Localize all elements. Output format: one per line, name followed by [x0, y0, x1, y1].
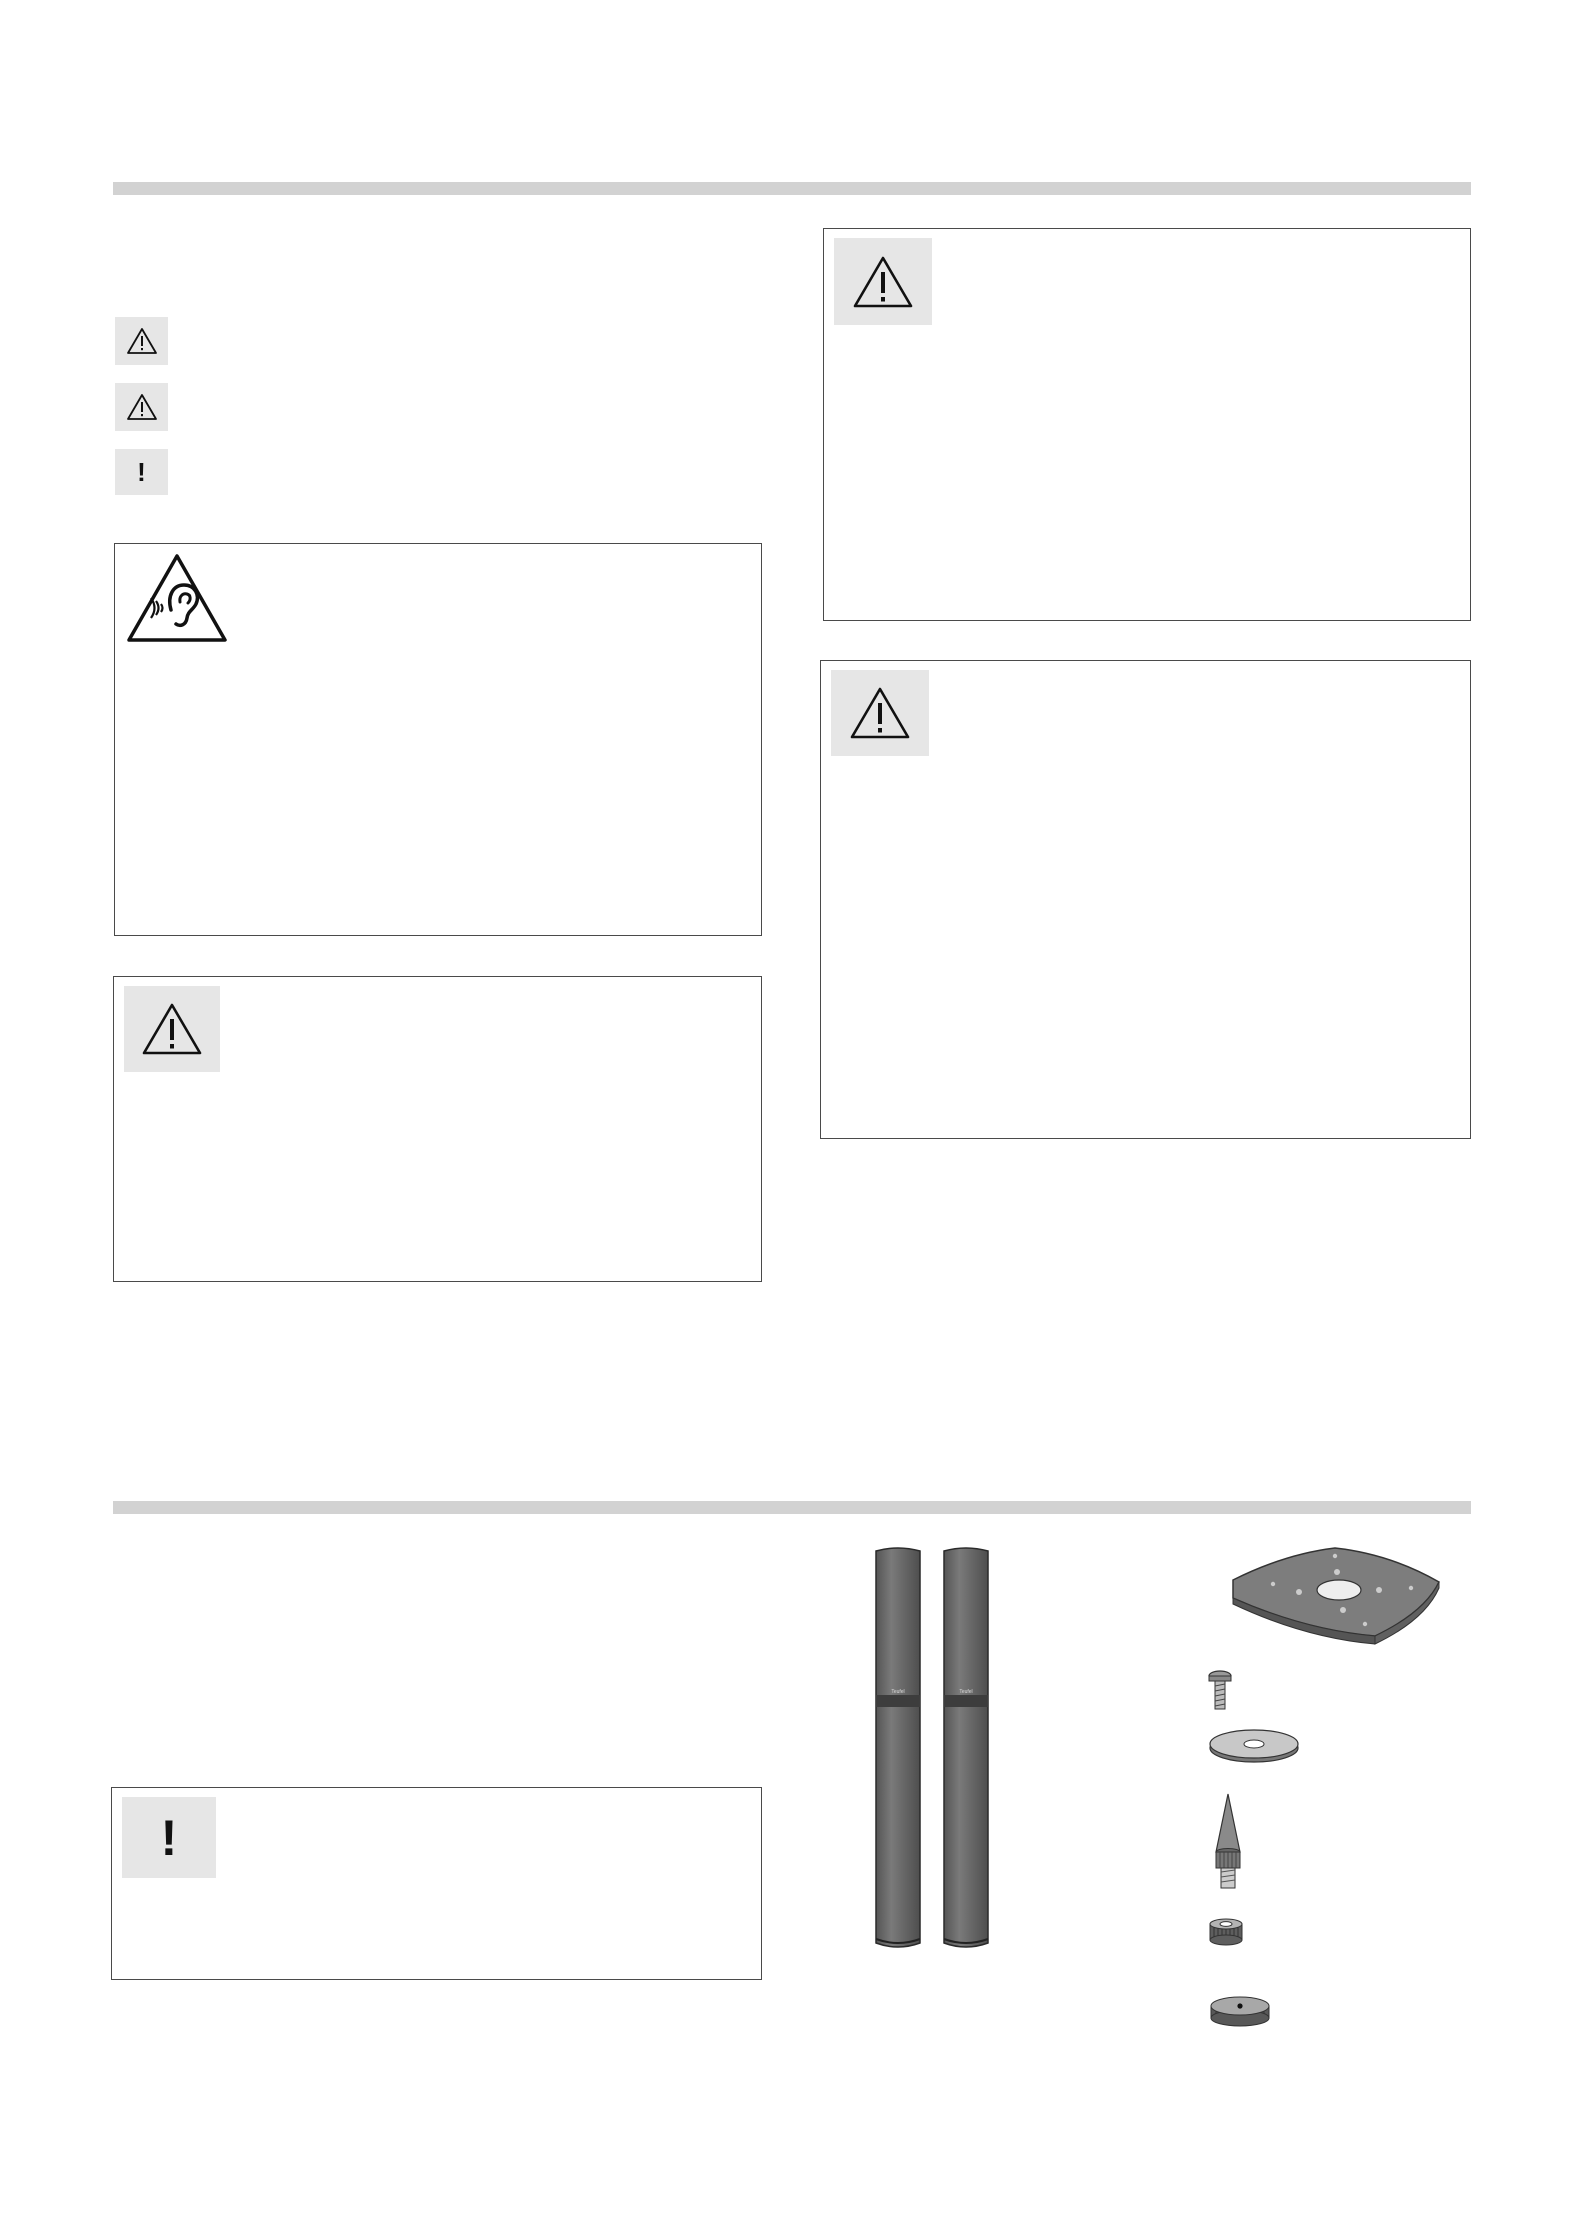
- nut-illustration: [1206, 1914, 1246, 1948]
- warning-triangle-icon: [126, 327, 158, 355]
- notice-box: [111, 1787, 762, 1980]
- hearing-warning-box: [114, 543, 762, 936]
- speaker-logo: Teufel: [891, 1689, 905, 1695]
- speaker-logo: Teufel: [959, 1689, 973, 1695]
- floor-protector-disc-illustration: [1208, 1992, 1272, 2032]
- warning-box-left: [113, 976, 762, 1282]
- warning-box-right-middle: [820, 660, 1471, 1139]
- speaker-column-left: [876, 1548, 920, 1947]
- exclamation-icon: !: [160, 1809, 178, 1866]
- legend-warning-icon-1: [115, 317, 168, 365]
- warning-triangle-icon: [849, 686, 911, 740]
- notice-icon-tile: [122, 1797, 216, 1878]
- base-plate-illustration: [1225, 1540, 1443, 1650]
- section-rule-top: [113, 182, 1471, 195]
- warning-icon-tile: [831, 670, 929, 756]
- legend-warning-icon-2: [115, 383, 168, 431]
- warning-box-right-top: [823, 228, 1471, 621]
- screw-illustration: [1206, 1670, 1234, 1712]
- warning-icon-tile: [834, 238, 932, 325]
- warning-icon-tile: [124, 986, 220, 1072]
- warning-triangle-icon: [126, 393, 158, 421]
- hearing-damage-warning-icon: [125, 552, 229, 644]
- section-rule-bottom: [113, 1501, 1471, 1514]
- warning-triangle-icon: [852, 255, 914, 309]
- washer-illustration: [1208, 1726, 1300, 1766]
- exclamation-icon: !: [137, 457, 146, 487]
- spike-illustration: [1210, 1792, 1246, 1892]
- warning-triangle-icon: [141, 1002, 203, 1056]
- legend-exclamation-icon: [115, 449, 168, 495]
- speaker-columns-illustration: [868, 1543, 1004, 1953]
- speaker-column-right: [944, 1548, 988, 1947]
